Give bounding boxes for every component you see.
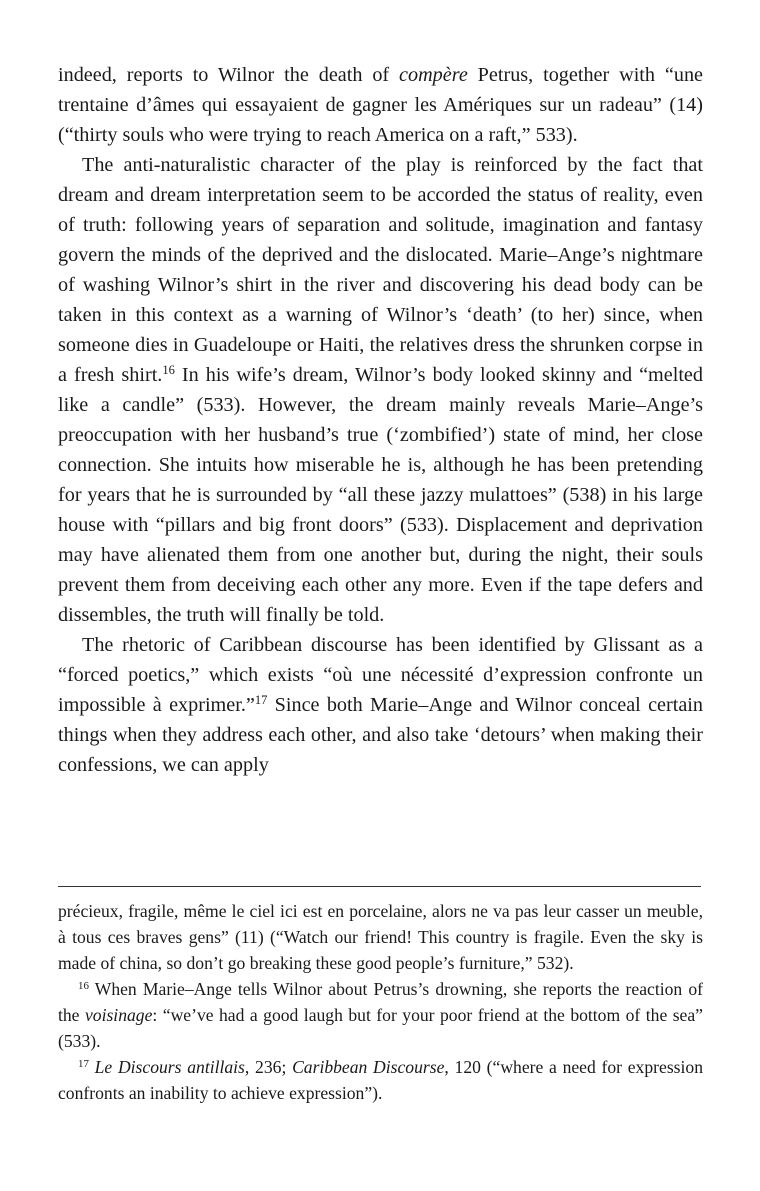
- italic-term: compère: [399, 64, 468, 86]
- paragraph-text: Petrus, together with “une trentaine d’âmes qui essayaient de gagner les Amériques sur un radeau” (14) (“thirty souls who were trying to reach America on a raft,” 533).: [58, 64, 703, 146]
- paragraph-text: Since both Marie–Ange and Wilnor conceal certain things when they address each other, and also take ‘detours’ when making their confessions, we can apply: [58, 694, 703, 776]
- paragraph-3: [58, 630, 703, 780]
- paragraph-2: [58, 150, 703, 630]
- footnote-ref-16[interactable]: 16: [162, 363, 175, 378]
- italic-title: Caribbean Discourse: [292, 1057, 445, 1077]
- footnote-separator: [58, 886, 701, 887]
- italic-title: Le Discours antillais: [94, 1057, 245, 1077]
- footnote-number: 16: [78, 980, 89, 992]
- paragraph-text: In his wife’s dream, Wilnor’s body looked skinny and “melted like a candle” (533). However, the dream mainly reveals Marie–Ange’s preoccupation with her husband’s true (‘zombified’) state of mind, her close connection. She intuits how miserable he is, although he has been pretending for years that he is surrounded by “all these jazzy mulattoes” (538) in his large house with “pillars and big front doors” (533). Displacement and deprivation may have alienated them from one another but, during the night, their souls prevent them from deceiving each other any more. Even if the tape defers and dissembles, the truth will finally be told.: [58, 364, 703, 626]
- footnote-17: [58, 1054, 703, 1106]
- footnotes: [58, 898, 703, 1106]
- running-header: [0, 0, 760, 28]
- paragraph-text: The anti-naturalistic character of the play is reinforced by the fact that dream and dream interpretation seem to be accorded the status of reality, even of truth: following years of separation and solitude, imagination and fantasy govern the minds of the deprived and the dislocated. Marie–Ange’s nightmare of washing Wilnor’s shirt in the river and discovering his dead body can be taken in this context as a warning of Wilnor’s ‘death’ (to her) since, when someone dies in Guadeloupe or Haiti, the relatives dress the shrunken corpse in a fresh shirt.: [58, 154, 703, 386]
- footnote-text: , 120 (“where a need for expression confronts an inability to achieve expression”).: [58, 1057, 703, 1103]
- footnote-text: : “we’ve had a good laugh but for your poor friend at the bottom of the sea” (533).: [58, 1005, 703, 1051]
- body-text: [58, 60, 703, 780]
- paragraph-1: [58, 60, 703, 150]
- footnote-ref-17[interactable]: 17: [254, 693, 268, 708]
- paragraph-text: The rhetoric of Caribbean discourse has been identified by Glissant as a “forced poetics,” which exists “où une nécessité d’expression confronte un impossible à exprimer.”: [58, 634, 703, 716]
- footnote-continuation: précieux, fragile, même le ciel ici est en porcelaine, alors ne va pas leur casser un meuble, à tous ces braves gens” (11) (“Watch our friend! This country is fragile. Even the sky is made of china, so don’t go breaking these good people’s furniture,” 532).: [58, 901, 703, 973]
- italic-term: voisinage: [84, 1005, 153, 1025]
- paragraph-text: indeed, reports to Wilnor the death of: [58, 64, 400, 86]
- footnote-text: When Marie–Ange tells Wilnor about Petrus’s drowning, she reports the reaction of the: [58, 979, 703, 1025]
- footnote-text: , 236;: [244, 1057, 293, 1077]
- footnote-16: [58, 976, 703, 1054]
- footnote-number: 17: [78, 1058, 89, 1070]
